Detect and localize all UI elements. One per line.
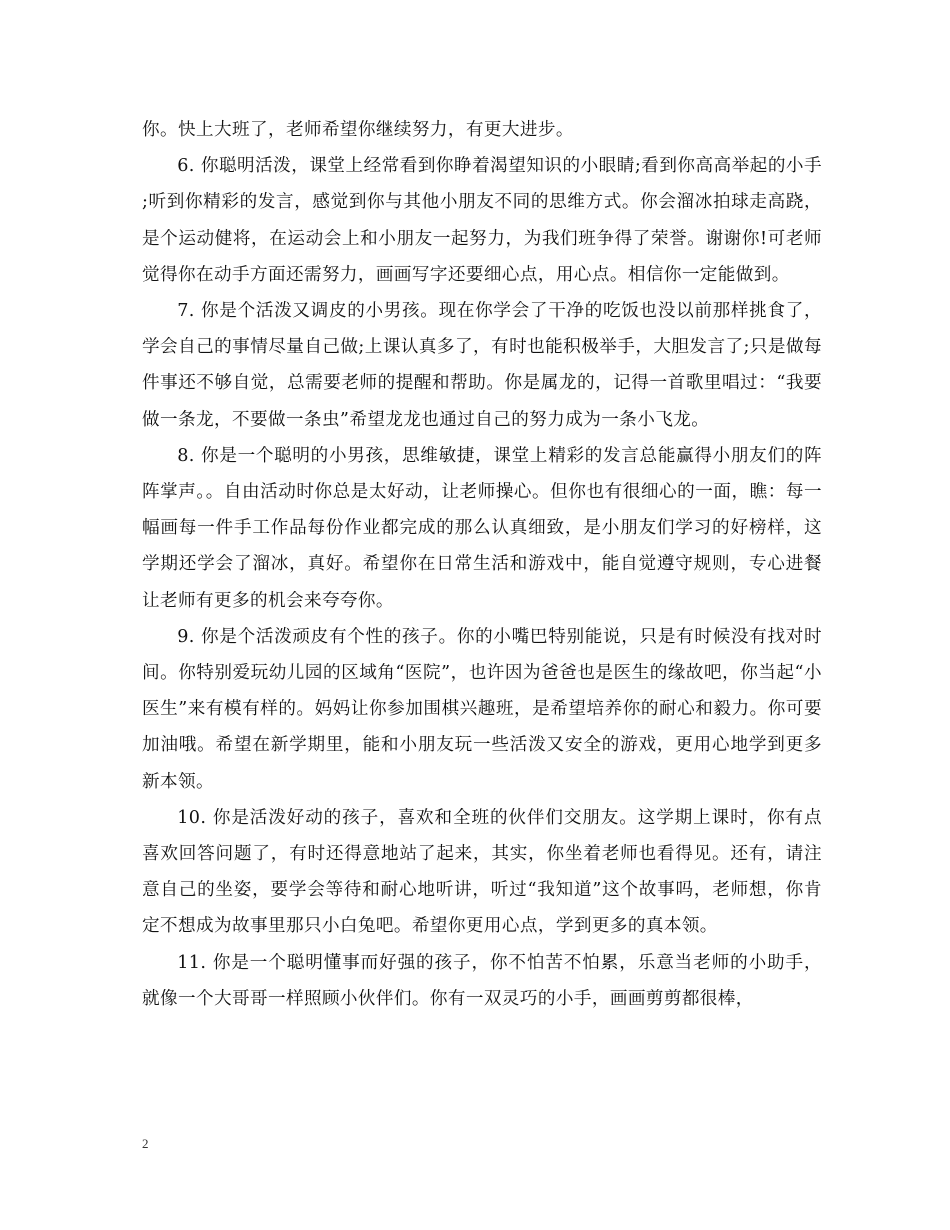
page-number: 2 [142, 1136, 149, 1151]
paragraph-item-8: 8. 你是一个聪明的小男孩，思维敏捷，课堂上精彩的发言总能赢得小朋友们的阵阵掌声。。自由活动时你总是太好动，让老师操心。但你也有很细心的一面，瞧：每一幅画每一件手工作品每份作业都完成的那么认真细致，是小朋友们学习的好榜样，这学期还学会了溜冰，真好。希望你在日常生活和游戏中，能自觉遵守规则，专心进餐让老师有更多的机会来夸夸你。 [142, 445, 822, 611]
document-body [142, 112, 822, 1017]
paragraph-continuation: 你。快上大班了，老师希望你继续努力，有更大进步。 [142, 120, 574, 140]
paragraph-item-11: 11. 你是一个聪明懂事而好强的孩子，你不怕苦不怕累，乐意当老师的小助手，就像一个大哥哥一样照顾小伙伴们。你有一双灵巧的小手，画画剪剪都很棒， [142, 952, 822, 1009]
paragraph-item-6: 6. 你聪明活泼，课堂上经常看到你睁着渴望知识的小眼睛;看到你高高举起的小手;听到你精彩的发言，感觉到你与其他小朋友不同的思维方式。你会溜冰拍球走高跷，是个运动健将，在运动会上和小朋友一起努力，为我们班争得了荣誉。谢谢你!可老师觉得你在动手方面还需努力，画画写字还要细心点，用心点。相信你一定能做到。 [142, 156, 822, 285]
paragraph-item-10: 10. 你是活泼好动的孩子，喜欢和全班的伙伴们交朋友。这学期上课时，你有点喜欢回答问题了，有时还得意地站了起来，其实，你坐着老师也看得见。还有，请注意自己的坐姿，要学会等待和耐心地听讲，听过“我知道”这个故事吗，老师想，你肯定不想成为故事里那只小白兔吧。希望你更用心点，学到更多的真本领。 [142, 807, 822, 937]
paragraph-item-9: 9. 你是个活泼顽皮有个性的孩子。你的小嘴巴特别能说，只是有时候没有找对时间。你特别爱玩幼儿园的区域角“医院”，也许因为爸爸也是医生的缘故吧，你当起“小医生”来有模有样的。妈妈让你参加围棋兴趣班，是希望培养你的耐心和毅力。你可要加油哦。希望在新学期里，能和小朋友玩一些活泼又安全的游戏，更用心地学到更多新本领。 [142, 626, 822, 792]
paragraph-item-7: 7. 你是个活泼又调皮的小男孩。现在你学会了干净的吃饭也没以前那样挑食了，学会自己的事情尽量自己做;上课认真多了，有时也能积极举手，大胆发言了;只是做每件事还不够自觉，总需要老师的提醒和帮助。你是属龙的，记得一首歌里唱过：“我要做一条龙，不要做一条虫”希望龙龙也通过自己的努力成为一条小飞龙。 [142, 301, 822, 430]
